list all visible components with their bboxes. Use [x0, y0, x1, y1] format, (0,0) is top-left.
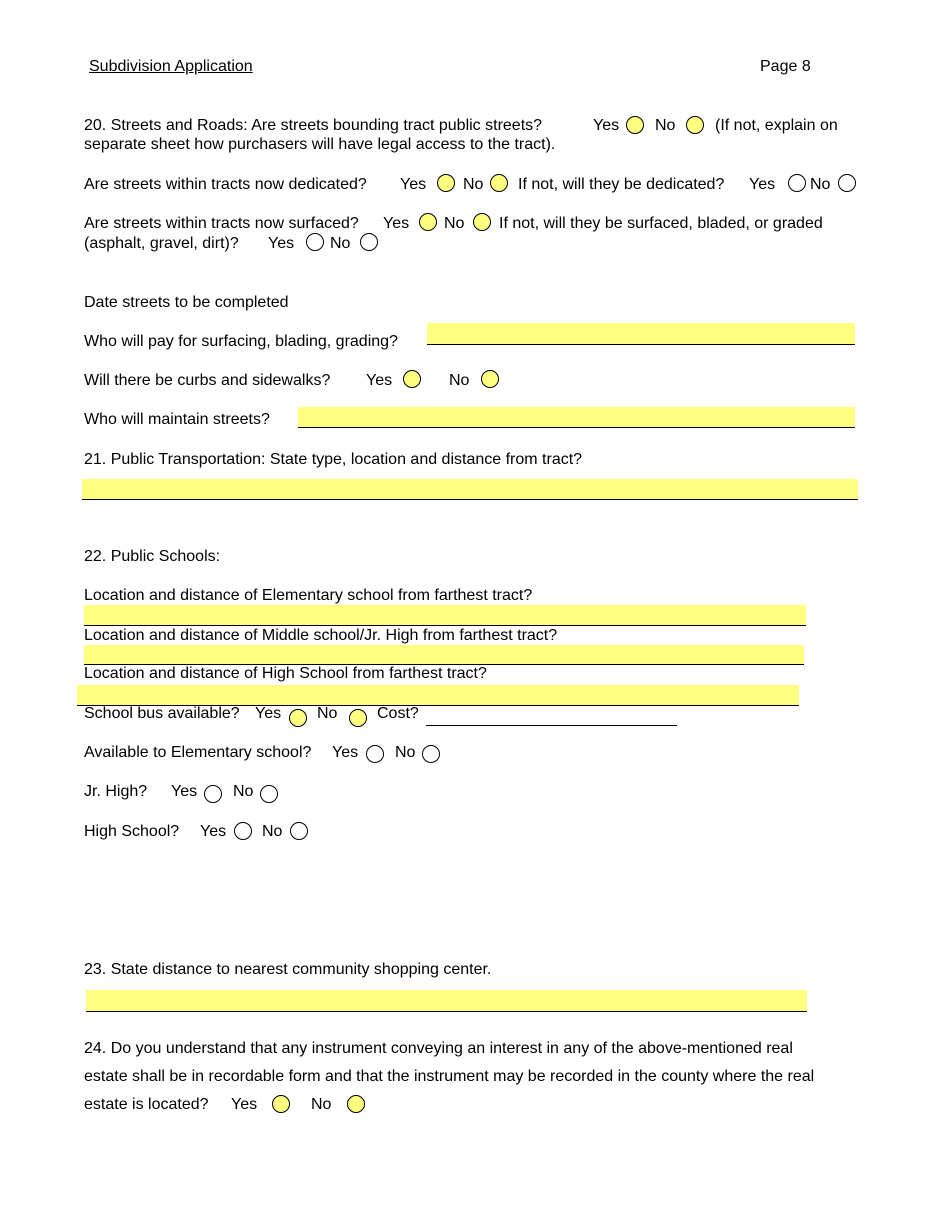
high-school-label: High School?	[84, 823, 180, 840]
dedicated-no-radio[interactable]	[490, 174, 508, 192]
q23-question: 23. State distance to nearest community shopping center.	[84, 961, 492, 978]
q24-yes-radio[interactable]	[272, 1095, 290, 1113]
q24-no-radio[interactable]	[347, 1095, 365, 1113]
will-surface-question: If not, will they be surfaced, bladed, or graded	[499, 215, 823, 232]
avail-elementary-label: Available to Elementary school?	[84, 744, 312, 761]
dedicated-yes-label: Yes	[400, 176, 427, 193]
page-number: Page 8	[760, 58, 811, 75]
jr-high-yes-radio[interactable]	[204, 785, 222, 803]
q24-no-label: No	[311, 1096, 332, 1113]
bus-yes-radio[interactable]	[289, 709, 307, 727]
q24-question-line2: estate shall be in recordable form and that the instrument may be recorded in the county where the real	[84, 1068, 815, 1085]
jr-high-yes-label: Yes	[171, 783, 198, 800]
bus-label: School bus available?	[84, 705, 240, 722]
surfaced-no-label: No	[444, 215, 465, 232]
dedicated-no-label: No	[463, 176, 484, 193]
q20-question: 20. Streets and Roads: Are streets bounding tract public streets?	[84, 117, 543, 134]
high-school-yes-label: Yes	[200, 823, 227, 840]
form-title: Subdivision Application	[89, 58, 253, 75]
cost-input[interactable]	[426, 725, 677, 726]
curbs-yes-radio[interactable]	[403, 370, 421, 388]
high-school-no-label: No	[262, 823, 283, 840]
surfaced-no-radio[interactable]	[473, 213, 491, 231]
will-surface-line2: (asphalt, gravel, dirt)?	[84, 235, 239, 252]
elementary-label: Location and distance of Elementary school from farthest tract?	[84, 587, 533, 604]
jr-high-label: Jr. High?	[84, 783, 148, 800]
curbs-no-radio[interactable]	[481, 370, 499, 388]
middle-label: Location and distance of Middle school/Jr. High from farthest tract?	[84, 627, 558, 644]
dedicated-question: Are streets within tracts now dedicated?	[84, 176, 367, 193]
middle-input[interactable]	[84, 645, 804, 665]
avail-elementary-no-radio[interactable]	[422, 745, 440, 763]
will-surface-no-label: No	[330, 235, 351, 252]
q24-yes-label: Yes	[231, 1096, 258, 1113]
dedicated-yes-radio[interactable]	[437, 174, 455, 192]
surfaced-question: Are streets within tracts now surfaced?	[84, 215, 359, 232]
bus-no-radio[interactable]	[349, 709, 367, 727]
high-school-yes-radio[interactable]	[234, 822, 252, 840]
who-pays-label: Who will pay for surfacing, blading, grading?	[84, 333, 398, 350]
jr-high-no-label: No	[233, 783, 254, 800]
will-dedicate-yes-label: Yes	[749, 176, 776, 193]
curbs-yes-label: Yes	[366, 372, 393, 389]
high-label: Location and distance of High School from farthest tract?	[84, 665, 487, 682]
maintain-label: Who will maintain streets?	[84, 411, 270, 428]
elementary-input[interactable]	[84, 605, 806, 626]
jr-high-no-radio[interactable]	[260, 785, 278, 803]
will-surface-yes-radio[interactable]	[306, 233, 324, 251]
q20-public-no-radio[interactable]	[686, 116, 704, 134]
cost-label: Cost?	[377, 705, 419, 722]
q21-question: 21. Public Transportation: State type, location and distance from tract?	[84, 451, 583, 468]
q20-note: (If not, explain on	[715, 117, 838, 134]
will-dedicate-no-radio[interactable]	[838, 174, 856, 192]
will-dedicate-question: If not, will they be dedicated?	[518, 176, 725, 193]
q20-no-label: No	[655, 117, 676, 134]
q24-question-line1: 24. Do you understand that any instrument conveying an interest in any of the above-mentioned real	[84, 1040, 793, 1057]
curbs-no-label: No	[449, 372, 470, 389]
surfaced-yes-label: Yes	[383, 215, 410, 232]
q20-yes-label: Yes	[593, 117, 620, 134]
avail-elementary-yes-radio[interactable]	[366, 745, 384, 763]
will-dedicate-no-label: No	[810, 176, 831, 193]
surfaced-yes-radio[interactable]	[419, 213, 437, 231]
will-surface-yes-label: Yes	[268, 235, 295, 252]
high-input[interactable]	[77, 685, 799, 706]
high-school-no-radio[interactable]	[290, 822, 308, 840]
avail-elementary-no-label: No	[395, 744, 416, 761]
maintain-input[interactable]	[298, 407, 855, 428]
will-dedicate-yes-radio[interactable]	[788, 174, 806, 192]
q24-question-line3: estate is located?	[84, 1096, 209, 1113]
date-streets-label: Date streets to be completed	[84, 294, 289, 311]
avail-elementary-yes-label: Yes	[332, 744, 359, 761]
q22-heading: 22. Public Schools:	[84, 548, 221, 565]
q20-note-line2: separate sheet how purchasers will have legal access to the tract).	[84, 136, 556, 153]
will-surface-no-radio[interactable]	[360, 233, 378, 251]
who-pays-input[interactable]	[427, 323, 855, 345]
q20-public-yes-radio[interactable]	[626, 116, 644, 134]
curbs-label: Will there be curbs and sidewalks?	[84, 372, 331, 389]
bus-no-label: No	[317, 705, 338, 722]
q21-input[interactable]	[82, 479, 858, 500]
q23-input[interactable]	[86, 990, 807, 1012]
bus-yes-label: Yes	[255, 705, 282, 722]
